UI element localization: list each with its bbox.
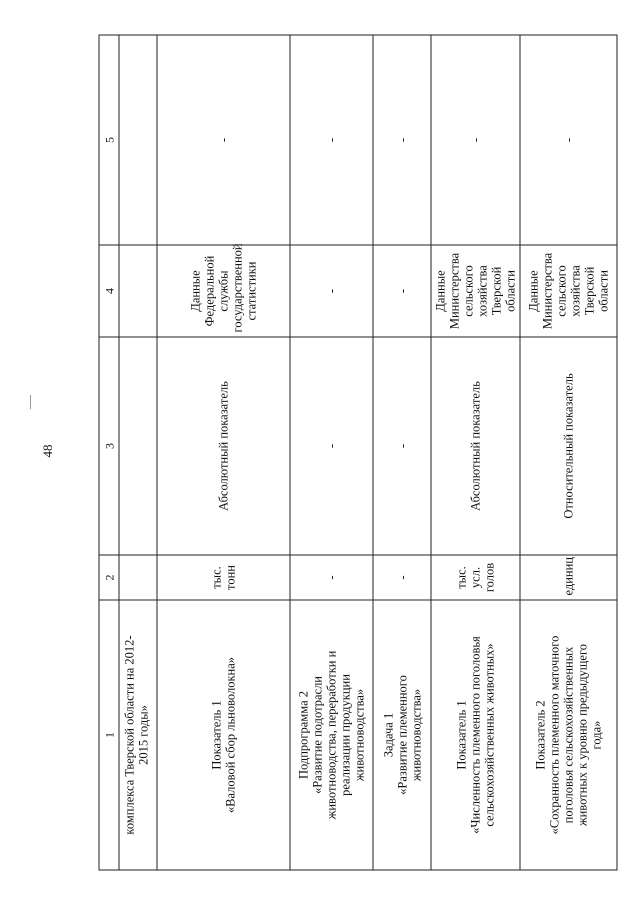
row-1-unit: тыс. тонн: [157, 555, 290, 600]
row-1-name: Показатель 1 «Валовой сбор льноволокна»: [157, 600, 290, 870]
row-2-name: Подпрограмма 2 «Развитие подотрасли животноводства, переработки и реализации продукции животноводства»: [290, 600, 373, 870]
row-5-unit: единиц: [520, 555, 617, 600]
row-3-source: -: [373, 245, 431, 337]
header-col-1: 1: [99, 600, 119, 870]
table-row-continuation: [119, 35, 157, 870]
row-4-source: Данные Министерства сельского хозяйства Тверской области: [431, 245, 520, 337]
table-row: [431, 35, 520, 870]
row-1-type: Абсолютный показатель: [157, 337, 290, 555]
row-2-source: -: [290, 245, 373, 337]
table-container: [98, 35, 610, 870]
row-5-name: Показатель 2 «Сохранность племенного маточного поголовья сельскохозяйственных животных к уровню предыдущего года»: [520, 600, 617, 870]
table-row: [290, 35, 373, 870]
row-4-name: Показатель 1 «Численность племенного поголовья сельскохозяйственных животных»: [431, 600, 520, 870]
program-title-continuation: комплекса Тверской области на 2012- 2015 годы»: [119, 600, 157, 870]
row-5-source: Данные Министерства сельского хозяйства Тверской области: [520, 245, 617, 337]
header-col-3: 3: [99, 337, 119, 555]
scan-artifact-line: [30, 395, 31, 409]
row-5-type: Относительный показатель: [520, 337, 617, 555]
rotated-table-frame: [98, 35, 610, 870]
row-2-type: -: [290, 337, 373, 555]
row-3-value: -: [373, 35, 431, 245]
header-col-2: 2: [99, 555, 119, 600]
row-3-type: -: [373, 337, 431, 555]
row-3-unit: -: [373, 555, 431, 600]
row-4-unit: тыс. усл. голов: [431, 555, 520, 600]
header-col-5: 5: [99, 35, 119, 245]
row-2-unit: -: [290, 555, 373, 600]
table-row: [373, 35, 431, 870]
table-row: [157, 35, 290, 870]
row-1-value: -: [157, 35, 290, 245]
header-row: [99, 35, 119, 870]
header-col-4: 4: [99, 245, 119, 337]
row-2-value: -: [290, 35, 373, 245]
row-1-source: Данные Федеральной службы государственной статистики: [157, 245, 290, 337]
row-5-value: -: [520, 35, 617, 245]
indicators-table: [98, 34, 617, 870]
table-row: [520, 35, 617, 870]
page-number: 48: [40, 444, 55, 458]
row-3-name: Задача 1 «Развитие племенного животноводства»: [373, 600, 431, 870]
row-4-type: Абсолютный показатель: [431, 337, 520, 555]
row-4-value: -: [431, 35, 520, 245]
